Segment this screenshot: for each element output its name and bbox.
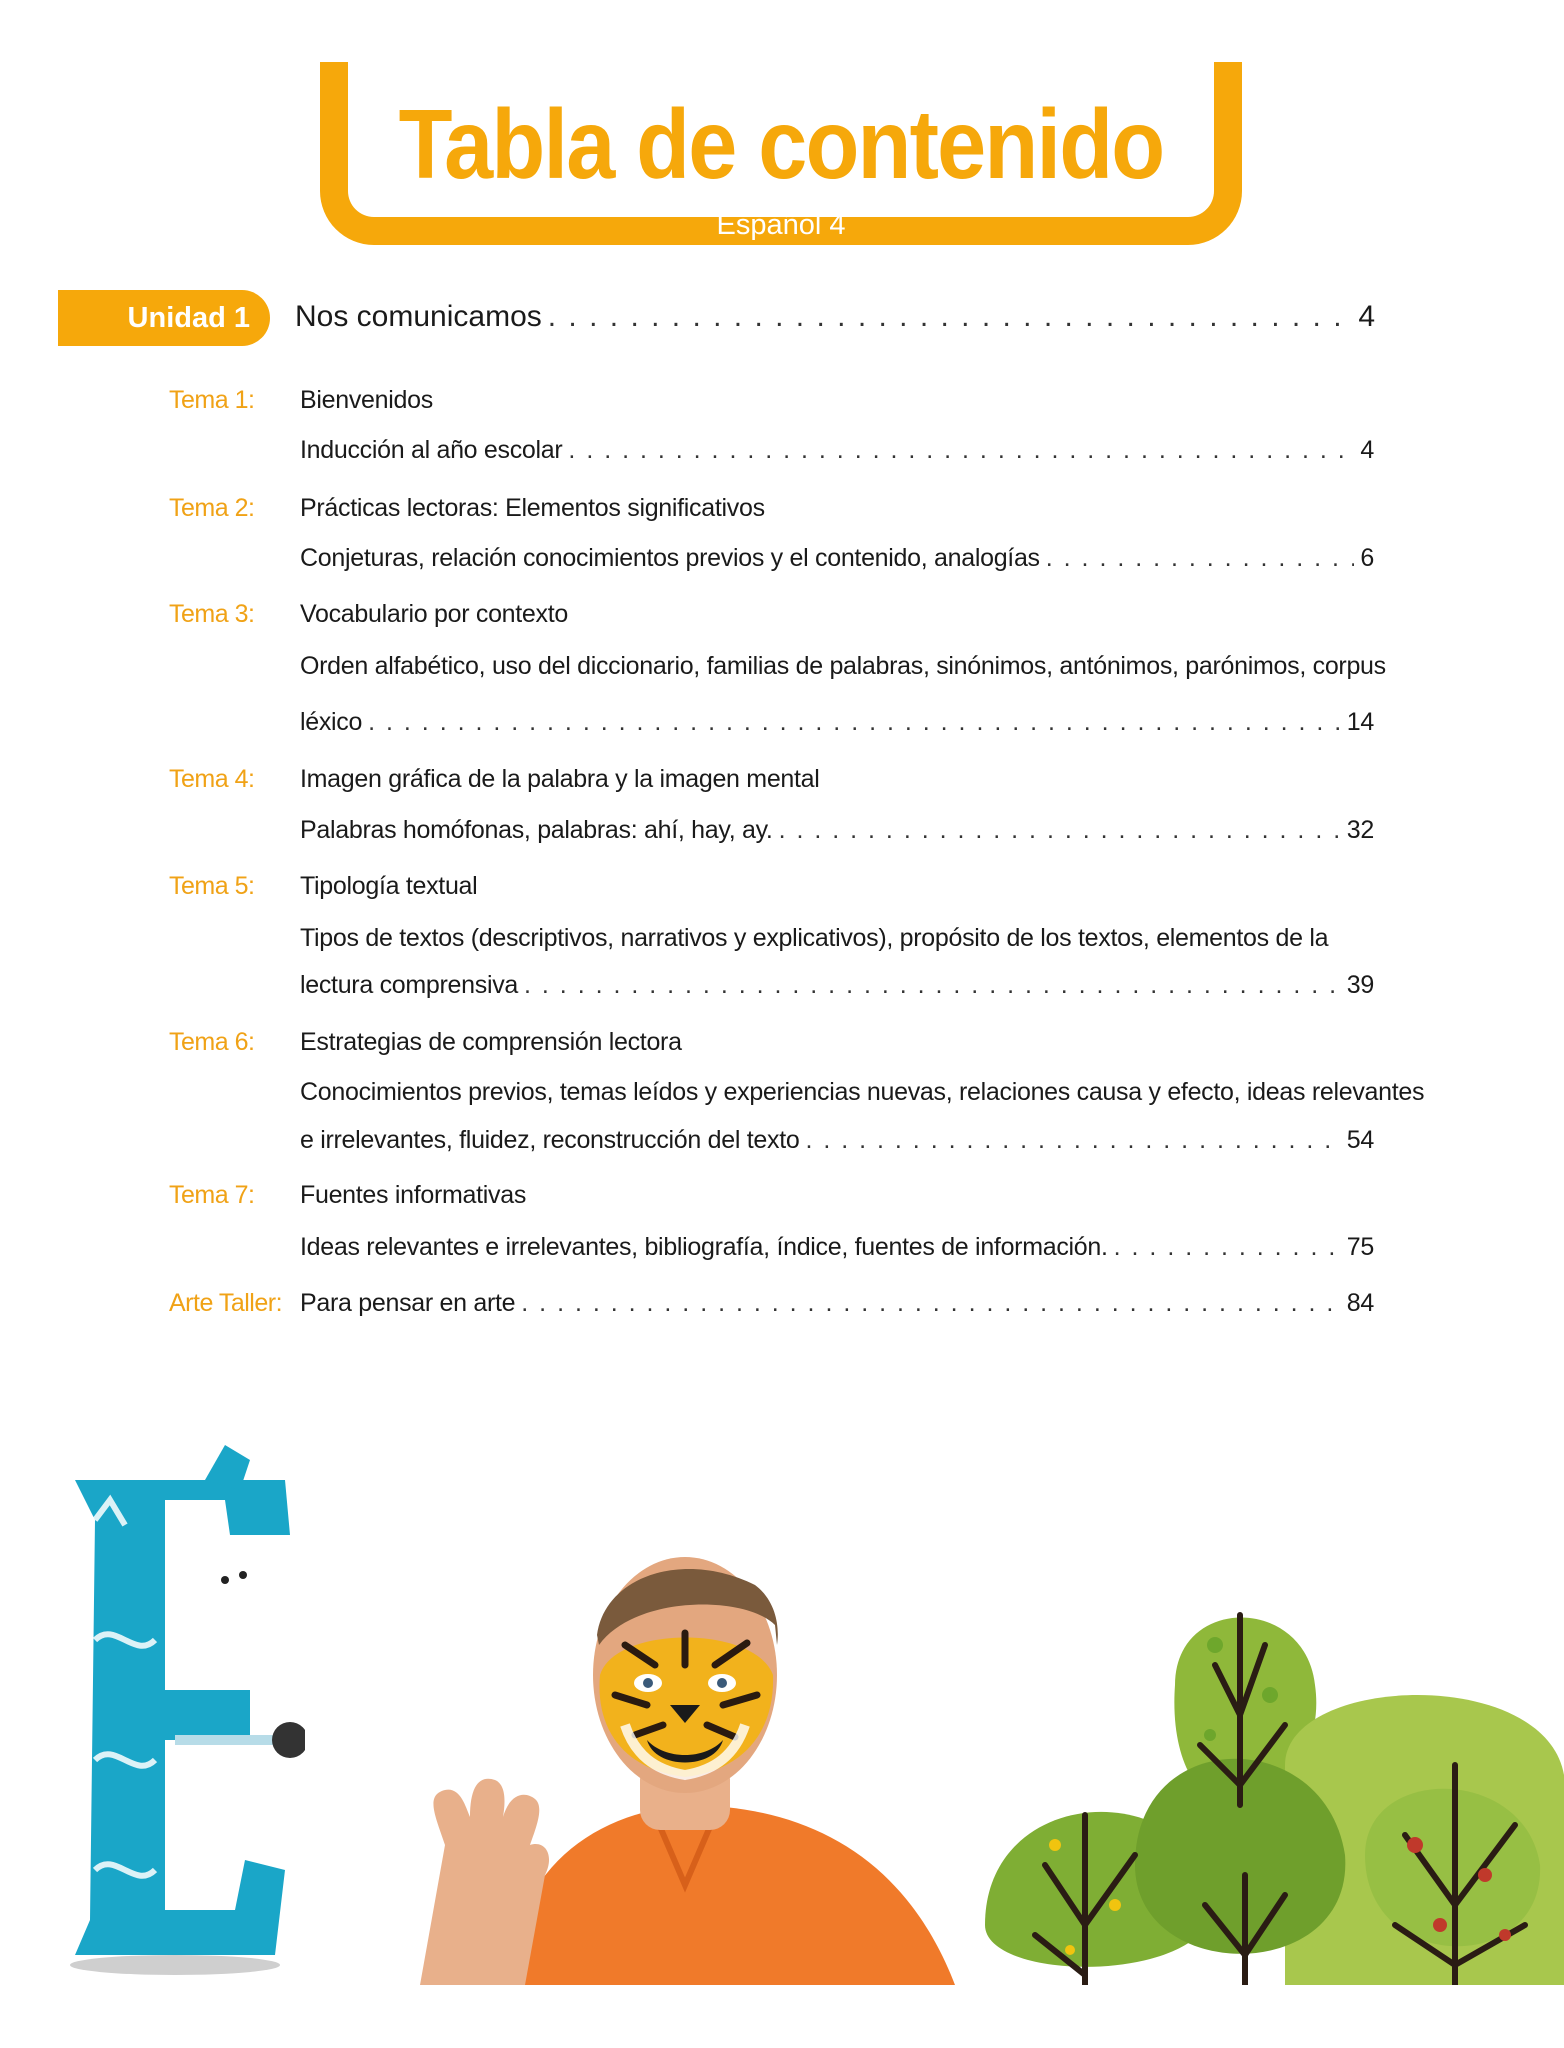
tema-label: Tema 7: bbox=[169, 1181, 255, 1209]
entry-text: lectura comprensiva bbox=[300, 971, 519, 999]
dot-leader bbox=[521, 1285, 1341, 1321]
page-number: 75 bbox=[1346, 1233, 1374, 1261]
page-subtitle: Español 4 bbox=[716, 209, 846, 241]
dot-leader bbox=[568, 432, 1354, 468]
entry-text: Conjeturas, relación conocimientos previos y el contenido, analogías bbox=[300, 544, 1040, 572]
arte-label: Arte Taller: bbox=[169, 1289, 283, 1317]
tema-heading: Tipología textual bbox=[300, 872, 478, 900]
toc-entry[interactable] bbox=[300, 432, 1374, 468]
entry-text: Palabras homófonas, palabras: ahí, hay, ay. bbox=[300, 816, 773, 844]
toc-entry[interactable] bbox=[300, 1122, 1374, 1158]
unit-badge: Unidad 1 bbox=[58, 290, 270, 346]
page-number: 54 bbox=[1346, 1126, 1374, 1154]
entry-text: Tipos de textos (descriptivos, narrativos y explicativos), propósito de los textos, elementos de la bbox=[300, 924, 1329, 952]
page-title: Tabla de contenido bbox=[398, 89, 1164, 199]
dot-leader bbox=[368, 704, 1341, 740]
toc-entry[interactable] bbox=[300, 1285, 1374, 1321]
dot-leader bbox=[1046, 540, 1355, 576]
tema-label: Tema 2: bbox=[169, 494, 255, 522]
toc-entry[interactable] bbox=[300, 1229, 1374, 1265]
toc-entry[interactable] bbox=[300, 967, 1374, 1003]
tema-label: Tema 1: bbox=[169, 386, 255, 414]
tema-label: Tema 4: bbox=[169, 765, 255, 793]
dot-leader bbox=[779, 812, 1341, 848]
dot-leader bbox=[1114, 1229, 1341, 1265]
toc-entry[interactable] bbox=[300, 704, 1374, 740]
unit-entry[interactable] bbox=[295, 295, 1375, 339]
unit-title: Nos comunicamos bbox=[295, 300, 542, 333]
tiger-face-man-photo bbox=[385, 1555, 955, 1985]
page-number: 14 bbox=[1346, 708, 1374, 736]
tema-label: Tema 5: bbox=[169, 872, 255, 900]
letter-e-illustration bbox=[55, 1440, 305, 1980]
entry-text: Inducción al año escolar bbox=[300, 436, 563, 464]
trees-illustration bbox=[985, 1605, 1564, 1985]
toc-entry[interactable] bbox=[300, 812, 1374, 848]
tema-heading: Estrategias de comprensión lectora bbox=[300, 1028, 682, 1056]
tema-heading: Bienvenidos bbox=[300, 386, 433, 414]
tema-label: Tema 3: bbox=[169, 600, 255, 628]
dot-leader bbox=[805, 1122, 1340, 1158]
dot-leader bbox=[524, 967, 1341, 1003]
entry-text: léxico bbox=[300, 708, 363, 736]
page-number: 84 bbox=[1346, 1289, 1374, 1317]
entry-text: Conocimientos previos, temas leídos y experiencias nuevas, relaciones causa y efecto, ideas relevantes bbox=[300, 1078, 1425, 1106]
entry-text: Orden alfabético, uso del diccionario, familias de palabras, sinónimos, antónimos, parónimos, corpus bbox=[300, 652, 1386, 680]
entry-text: Ideas relevantes e irrelevantes, bibliografía, índice, fuentes de información. bbox=[300, 1233, 1108, 1261]
page-number: 39 bbox=[1346, 971, 1374, 999]
page-number: 6 bbox=[1360, 544, 1374, 572]
page-number: 32 bbox=[1346, 816, 1374, 844]
tema-heading: Fuentes informativas bbox=[300, 1181, 527, 1209]
tema-heading: Imagen gráfica de la palabra y la imagen mental bbox=[300, 765, 820, 793]
unit-page-number: 4 bbox=[1358, 300, 1375, 333]
tema-heading: Prácticas lectoras: Elementos significativos bbox=[300, 494, 765, 522]
entry-text: e irrelevantes, fluidez, reconstrucción del texto bbox=[300, 1126, 800, 1154]
tema-heading: Vocabulario por contexto bbox=[300, 600, 568, 628]
entry-text: Para pensar en arte bbox=[300, 1289, 516, 1317]
toc-entry[interactable] bbox=[300, 540, 1374, 576]
dot-leader bbox=[548, 295, 1353, 339]
tema-label: Tema 6: bbox=[169, 1028, 255, 1056]
page-number: 4 bbox=[1360, 436, 1374, 464]
